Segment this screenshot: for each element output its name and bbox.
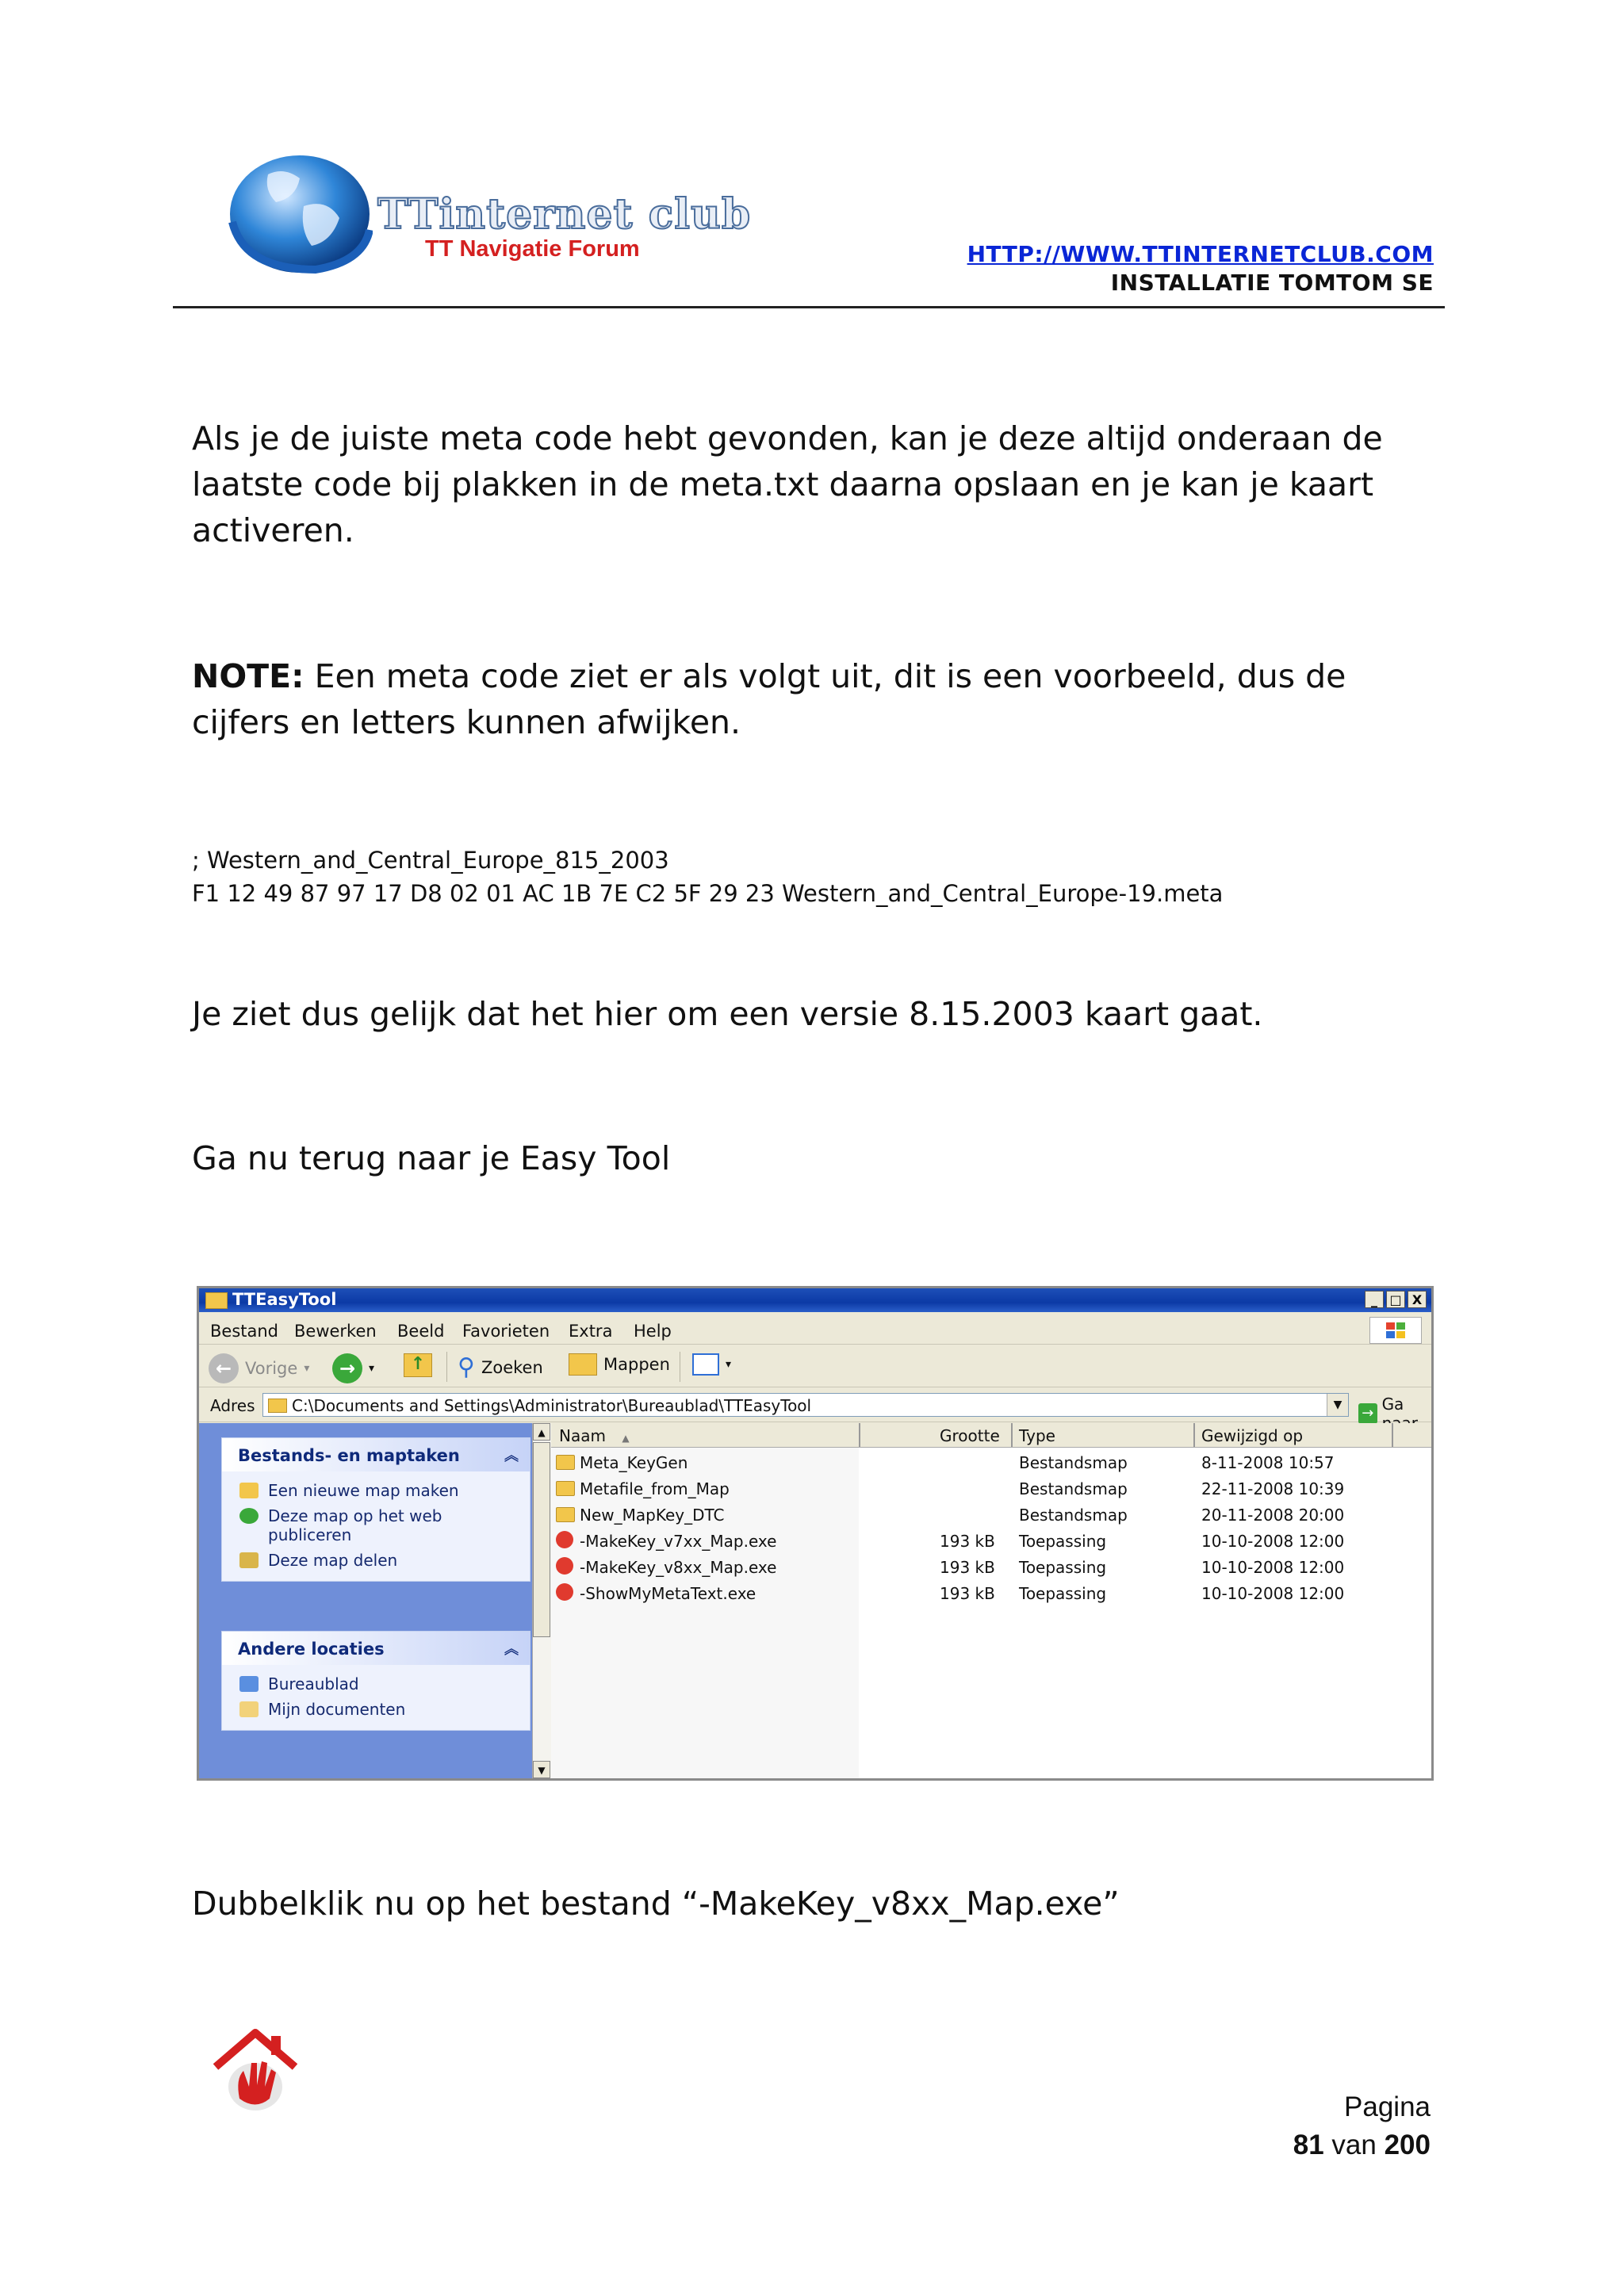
folder-up-icon: ↑ bbox=[404, 1353, 432, 1377]
my-documents-icon bbox=[239, 1701, 259, 1717]
windows-logo-icon bbox=[1369, 1317, 1422, 1344]
file-modified: 10-10-2008 12:00 bbox=[1201, 1558, 1345, 1577]
file-row[interactable] bbox=[551, 1553, 1431, 1579]
place-my-documents[interactable] bbox=[222, 1697, 530, 1722]
van-label: van bbox=[1331, 2130, 1377, 2160]
forward-arrow-icon: → bbox=[332, 1353, 362, 1383]
note-label: NOTE: bbox=[192, 657, 304, 695]
file-size: 193 kB bbox=[940, 1558, 995, 1577]
folder-icon bbox=[556, 1481, 575, 1496]
note-text: Een meta code ziet er als volgt uit, dit is een voorbeeld, dus de cijfers en letters kunnen afwijken. bbox=[192, 657, 1346, 741]
house-hand-logo-icon bbox=[208, 2023, 303, 2118]
sort-up-icon: ▲ bbox=[622, 1433, 630, 1444]
code-line: ; Western_and_Central_Europe_815_2003 bbox=[192, 847, 669, 874]
folder-icon bbox=[205, 1292, 228, 1309]
file-modified: 8-11-2008 10:57 bbox=[1201, 1453, 1335, 1472]
search-button[interactable] bbox=[458, 1353, 543, 1381]
scroll-down-button[interactable]: ▼ bbox=[533, 1761, 550, 1778]
task-new-folder[interactable] bbox=[222, 1478, 530, 1503]
up-folder-button[interactable] bbox=[404, 1353, 432, 1377]
header-right bbox=[967, 241, 1434, 296]
search-icon: ⚲ bbox=[458, 1353, 475, 1381]
menu-bar bbox=[199, 1315, 1431, 1345]
header-divider bbox=[173, 306, 1445, 308]
page-number bbox=[1293, 2088, 1431, 2164]
chevron-down-icon: ▾ bbox=[369, 1362, 375, 1375]
globe-icon bbox=[220, 143, 373, 277]
file-type: Bestandsmap bbox=[1019, 1479, 1128, 1498]
file-name: -MakeKey_v7xx_Map.exe bbox=[580, 1532, 777, 1551]
task-label: Deze map delen bbox=[268, 1551, 398, 1570]
file-tasks-header[interactable] bbox=[222, 1438, 530, 1471]
logo-title: TTinternet club bbox=[377, 190, 752, 239]
scroll-up-button[interactable]: ▲ bbox=[533, 1423, 550, 1441]
file-size: 193 kB bbox=[940, 1584, 995, 1603]
chevron-down-icon: ▾ bbox=[726, 1358, 732, 1371]
web-publish-icon bbox=[239, 1508, 259, 1524]
logo-subtitle: TT Navigatie Forum bbox=[425, 236, 640, 262]
column-size[interactable]: Grootte bbox=[940, 1426, 1000, 1445]
menu-extra[interactable]: Extra bbox=[569, 1322, 613, 1341]
file-tasks-panel bbox=[221, 1437, 530, 1582]
file-size: 193 kB bbox=[940, 1532, 995, 1551]
maximize-button[interactable]: □ bbox=[1386, 1291, 1405, 1308]
collapse-chevron-icon[interactable]: ︽ bbox=[504, 1641, 519, 1658]
place-label: Bureaublad bbox=[268, 1674, 359, 1693]
site-logo bbox=[213, 135, 752, 285]
column-name[interactable]: Naam ▲ bbox=[559, 1426, 630, 1445]
new-folder-icon bbox=[239, 1483, 259, 1498]
file-name: Metafile_from_Map bbox=[580, 1479, 730, 1498]
menu-bestand[interactable]: Bestand bbox=[210, 1322, 279, 1341]
task-label: Een nieuwe map maken bbox=[268, 1481, 459, 1500]
window-title: TTEasyTool bbox=[232, 1290, 337, 1309]
file-row[interactable] bbox=[551, 1527, 1431, 1553]
explorer-window bbox=[197, 1286, 1434, 1781]
file-type: Toepassing bbox=[1019, 1558, 1107, 1577]
other-places-header[interactable] bbox=[222, 1632, 530, 1665]
toolbar bbox=[199, 1345, 1431, 1387]
folder-icon bbox=[268, 1399, 287, 1413]
header-section-title: INSTALLATIE TOMTOM SE bbox=[1110, 270, 1434, 296]
back-arrow-icon: ← bbox=[209, 1353, 239, 1383]
folder-icon bbox=[556, 1507, 575, 1522]
site-url-link[interactable]: HTTP://WWW.TTINTERNETCLUB.COM bbox=[967, 241, 1434, 267]
go-arrow-icon: → bbox=[1358, 1403, 1377, 1424]
views-icon bbox=[692, 1353, 719, 1376]
chevron-down-icon: ▾ bbox=[304, 1362, 310, 1375]
column-header-row bbox=[551, 1423, 1431, 1448]
paragraph-note bbox=[192, 653, 1445, 745]
scroll-thumb[interactable] bbox=[533, 1442, 550, 1637]
application-icon bbox=[556, 1557, 573, 1575]
file-name: New_MapKey_DTC bbox=[580, 1506, 725, 1525]
application-icon bbox=[556, 1583, 573, 1601]
application-icon bbox=[556, 1531, 573, 1548]
folder-icon bbox=[556, 1455, 575, 1470]
menu-beeld[interactable]: Beeld bbox=[397, 1322, 445, 1341]
task-pane bbox=[199, 1423, 551, 1778]
file-modified: 22-11-2008 10:39 bbox=[1201, 1479, 1345, 1498]
minimize-button[interactable]: _ bbox=[1365, 1291, 1384, 1308]
column-modified[interactable]: Gewijzigd op bbox=[1201, 1426, 1304, 1445]
paragraph-double-click: Dubbelklik nu op het bestand “-MakeKey_v8xx_Map.exe” bbox=[192, 1885, 1120, 1923]
search-label: Zoeken bbox=[481, 1357, 543, 1377]
file-type: Bestandsmap bbox=[1019, 1453, 1128, 1472]
back-label: Vorige bbox=[245, 1359, 298, 1378]
go-label: Ga bbox=[1381, 1395, 1404, 1414]
file-tasks-title: Bestands- en maptaken bbox=[238, 1446, 460, 1465]
share-folder-icon bbox=[239, 1552, 259, 1568]
task-share-folder[interactable] bbox=[222, 1548, 530, 1573]
file-name: -MakeKey_v8xx_Map.exe bbox=[580, 1558, 777, 1577]
file-modified: 20-11-2008 20:00 bbox=[1201, 1506, 1345, 1525]
column-type[interactable]: Type bbox=[1019, 1426, 1055, 1445]
total-pages: 200 bbox=[1384, 2130, 1431, 2160]
desktop-icon bbox=[239, 1676, 259, 1692]
file-list bbox=[551, 1423, 1431, 1778]
place-desktop[interactable] bbox=[222, 1671, 530, 1697]
file-row[interactable] bbox=[551, 1501, 1431, 1527]
views-button[interactable] bbox=[692, 1353, 731, 1376]
task-label: Deze map op het web publiceren bbox=[268, 1506, 442, 1544]
menu-favorieten[interactable]: Favorieten bbox=[462, 1322, 550, 1341]
address-label: Adres bbox=[210, 1396, 255, 1415]
paragraph-intro: Als je de juiste meta code hebt gevonden, kan je deze altijd onderaan de laatste code bij plakken in de meta.txt daarna opslaan en je kan je kaart activeren. bbox=[192, 419, 1383, 549]
address-bar bbox=[199, 1388, 1431, 1422]
folders-button[interactable] bbox=[569, 1353, 670, 1376]
back-button[interactable] bbox=[209, 1353, 309, 1383]
close-button[interactable]: X bbox=[1408, 1291, 1427, 1308]
file-row[interactable] bbox=[551, 1448, 1431, 1475]
current-page: 81 bbox=[1293, 2130, 1324, 2160]
menu-bewerken[interactable]: Bewerken bbox=[294, 1322, 377, 1341]
file-modified: 10-10-2008 12:00 bbox=[1201, 1532, 1345, 1551]
file-row[interactable] bbox=[551, 1579, 1431, 1605]
address-value: C:\Documents and Settings\Administrator\Bureaublad\TTEasyTool bbox=[292, 1396, 812, 1415]
folders-label: Mappen bbox=[603, 1355, 670, 1374]
address-input[interactable] bbox=[262, 1393, 1349, 1417]
window-titlebar[interactable] bbox=[199, 1288, 1431, 1312]
folders-icon bbox=[569, 1353, 597, 1376]
file-row[interactable] bbox=[551, 1475, 1431, 1501]
other-places-panel bbox=[221, 1631, 530, 1731]
menu-help[interactable]: Help bbox=[634, 1322, 672, 1341]
file-type: Toepassing bbox=[1019, 1532, 1107, 1551]
place-label: Mijn documenten bbox=[268, 1700, 406, 1719]
other-places-title: Andere locaties bbox=[238, 1640, 385, 1659]
forward-button[interactable] bbox=[332, 1353, 374, 1383]
task-pane-scrollbar[interactable] bbox=[532, 1423, 552, 1778]
address-dropdown-button[interactable]: ▼ bbox=[1327, 1394, 1348, 1416]
paragraph-version: Je ziet dus gelijk dat het hier om een versie 8.15.2003 kaart gaat. bbox=[192, 995, 1263, 1033]
collapse-chevron-icon[interactable]: ︽ bbox=[504, 1448, 519, 1464]
file-name: Meta_KeyGen bbox=[580, 1453, 688, 1472]
code-line: F1 12 49 87 97 17 D8 02 01 AC 1B 7E C2 5F 29 23 Western_and_Central_Europe-19.meta bbox=[192, 880, 1224, 907]
task-publish-web[interactable] bbox=[222, 1503, 530, 1548]
paragraph-go-back: Ga nu terug naar je Easy Tool bbox=[192, 1139, 671, 1177]
file-modified: 10-10-2008 12:00 bbox=[1201, 1584, 1345, 1603]
file-type: Bestandsmap bbox=[1019, 1506, 1128, 1525]
pagina-label: Pagina bbox=[1344, 2091, 1431, 2122]
file-type: Toepassing bbox=[1019, 1584, 1107, 1603]
meta-code-example bbox=[192, 844, 1223, 910]
file-name: -ShowMyMetaText.exe bbox=[580, 1584, 756, 1603]
